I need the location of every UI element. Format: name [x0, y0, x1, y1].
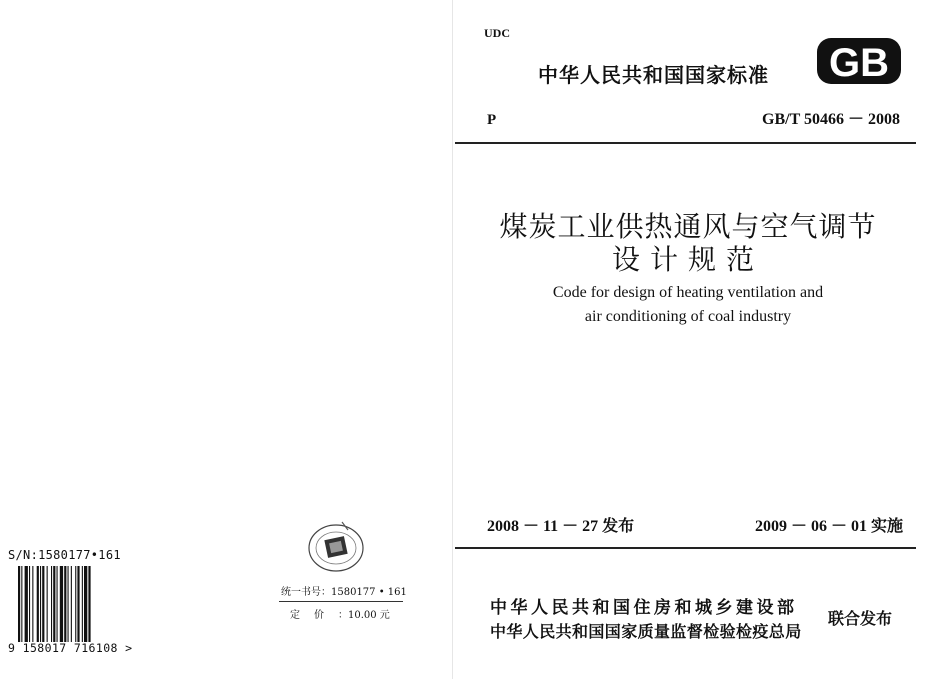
- barcode-bar: [21, 566, 22, 642]
- barcode-bar: [60, 566, 63, 642]
- barcode-digits: 9 158017 716108 >: [8, 641, 133, 655]
- udc-label: UDC: [484, 26, 510, 40]
- barcode-bar: [51, 566, 52, 642]
- title-zh-line1: 煤炭工业供热通风与空气调节: [499, 210, 877, 243]
- national-standard-heading: 中华人民共和国国家标准: [538, 63, 769, 87]
- barcode-bar: [37, 566, 39, 642]
- implementation-date: 2009 － 06 － 01 实施: [754, 518, 903, 535]
- barcode-bar: [77, 566, 79, 642]
- price-line: [290, 606, 390, 621]
- barcode-bar: [18, 566, 20, 642]
- category-code: P: [487, 112, 497, 128]
- barcode-bar: [32, 566, 33, 642]
- price-rule: [279, 601, 403, 602]
- serial-number: S/N:1580177•161: [8, 548, 121, 562]
- barcode-bar: [53, 566, 55, 642]
- barcode-bar: [75, 566, 76, 642]
- barcode: [18, 566, 126, 642]
- gb-logo: [815, 34, 903, 88]
- barcode-bar: [82, 566, 83, 642]
- issue-date: 2008 － 11 － 27 发布: [487, 518, 635, 535]
- standard-number: GB/T 50466 － 2008: [762, 111, 900, 128]
- joint-issue-label: 联合发布: [828, 609, 893, 628]
- barcode-bar: [40, 566, 41, 642]
- bottom-rule: [455, 547, 916, 549]
- barcode-bar: [68, 566, 69, 642]
- price-value: ：10.00 元: [338, 610, 390, 621]
- publisher-ministry: 中华人民共和国住房和城乡建设部: [490, 598, 798, 618]
- barcode-bar: [57, 566, 58, 642]
- price-label: 定价: [290, 610, 338, 621]
- publisher-aqsiq: 中华人民共和国国家质量监督检验检疫总局: [490, 622, 802, 641]
- barcode-bar: [64, 566, 66, 642]
- spine-fold: [452, 0, 453, 679]
- title-en-line1: Code for design of heating ventilation and: [552, 284, 824, 301]
- barcode-bar: [88, 566, 90, 642]
- hologram-seal-icon: [306, 518, 366, 574]
- barcode-bar: [29, 566, 30, 642]
- barcode-bar: [71, 566, 72, 642]
- title-en-line2: air conditioning of coal industry: [584, 308, 792, 325]
- top-rule: [455, 142, 916, 144]
- title-zh-line2: 设计规范: [611, 243, 764, 276]
- unified-book-number: 统一书号：1580177 • 161: [281, 587, 407, 598]
- gb-logo-text: GB: [829, 41, 889, 85]
- barcode-bar: [25, 566, 28, 642]
- barcode-bar: [42, 566, 44, 642]
- barcode-bar: [84, 566, 87, 642]
- barcode-bar: [47, 566, 48, 642]
